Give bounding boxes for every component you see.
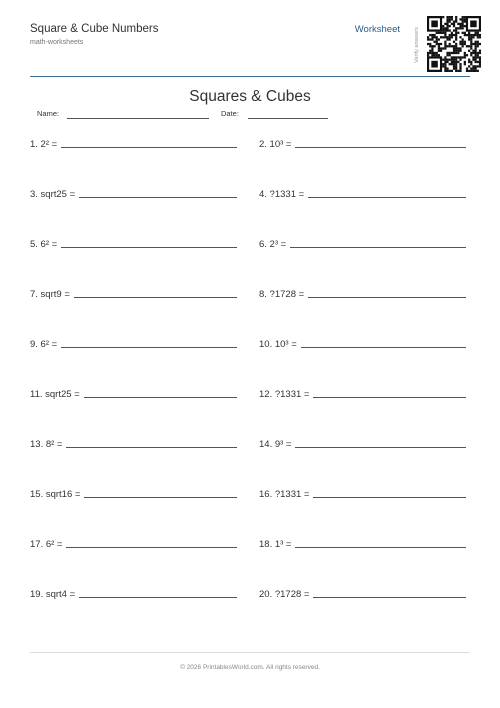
problem-item: [30, 386, 237, 400]
answer-line[interactable]: [61, 247, 237, 248]
answer-line[interactable]: [66, 447, 237, 448]
copyright-footer: © 2026 PrintablesWorld.com. All rights reserved.: [180, 664, 320, 671]
problem-item: [259, 386, 466, 400]
problem-text: 4. ?1331 =: [259, 189, 305, 200]
problem-item: [259, 336, 466, 350]
verify-answers-text: Verify answers: [414, 27, 420, 63]
answer-line[interactable]: [79, 197, 237, 198]
document-subtitle: math-worksheets: [30, 39, 84, 46]
answer-line[interactable]: [61, 347, 237, 348]
answer-line[interactable]: [295, 447, 466, 448]
problem-item: [30, 336, 237, 350]
problem-item: [30, 486, 237, 500]
problem-item: [259, 486, 466, 500]
problem-text: 1. 2² =: [30, 139, 58, 150]
problem-text: 13. 8² =: [30, 439, 63, 450]
answer-line[interactable]: [313, 497, 466, 498]
problem-item: [259, 286, 466, 300]
problem-text: 2. 10³ =: [259, 139, 292, 150]
answer-line[interactable]: [84, 497, 237, 498]
name-label: Name:: [37, 109, 60, 118]
problem-item: [259, 186, 466, 200]
problem-item: [259, 136, 466, 150]
answer-line[interactable]: [79, 597, 237, 598]
answer-line[interactable]: [66, 547, 237, 548]
date-label: Date:: [221, 109, 239, 118]
problem-text: 12. ?1331 =: [259, 389, 310, 400]
answer-line[interactable]: [295, 147, 466, 148]
problem-item: [30, 586, 237, 600]
problem-text: 14. 9³ =: [259, 439, 292, 450]
worksheet-title: Squares & Cubes: [189, 88, 311, 105]
problem-text: 15. sqrt16 =: [30, 489, 81, 500]
problem-item: [30, 136, 237, 150]
verify-answers-caption: [412, 22, 422, 68]
answer-line[interactable]: [295, 547, 466, 548]
problem-item: [259, 536, 466, 550]
problem-text: 9. 6² =: [30, 339, 58, 350]
problem-text: 6. 2³ =: [259, 239, 287, 250]
answer-line[interactable]: [84, 397, 237, 398]
answer-line[interactable]: [74, 297, 237, 298]
problem-item: [30, 186, 237, 200]
problem-text: 5. 6² =: [30, 239, 58, 250]
problem-item: [30, 536, 237, 550]
page-header: [30, 0, 470, 76]
problem-text: 20. ?1728 =: [259, 589, 310, 600]
problem-text: 19. sqrt4 =: [30, 589, 76, 600]
problem-item: [259, 236, 466, 250]
answer-line[interactable]: [61, 147, 237, 148]
problem-text: 7. sqrt9 =: [30, 289, 70, 300]
problem-item: [259, 436, 466, 450]
problem-text: 10. 10³ =: [259, 339, 297, 350]
answer-line[interactable]: [308, 297, 466, 298]
problem-text: 17. 6² =: [30, 539, 63, 550]
header-divider: [30, 76, 470, 77]
qr-code-icon: [427, 16, 481, 72]
problem-text: 8. ?1728 =: [259, 289, 305, 300]
problem-item: [30, 436, 237, 450]
problem-item: [30, 236, 237, 250]
date-field[interactable]: [248, 118, 328, 119]
answer-line[interactable]: [301, 347, 466, 348]
problem-text: 11. sqrt25 =: [30, 389, 80, 400]
answer-line[interactable]: [313, 597, 466, 598]
problem-text: 16. ?1331 =: [259, 489, 310, 500]
problem-item: [259, 586, 466, 600]
name-field[interactable]: [67, 118, 209, 119]
document-title: Square & Cube Numbers: [30, 23, 159, 35]
answer-line[interactable]: [313, 397, 466, 398]
problem-text: 18. 1³ =: [259, 539, 292, 550]
answer-line[interactable]: [308, 197, 466, 198]
problem-item: [30, 286, 237, 300]
footer-divider: [30, 652, 470, 653]
problem-text: 3. sqrt25 =: [30, 189, 76, 200]
answer-line[interactable]: [290, 247, 466, 248]
document-type-label: Worksheet: [354, 24, 400, 35]
